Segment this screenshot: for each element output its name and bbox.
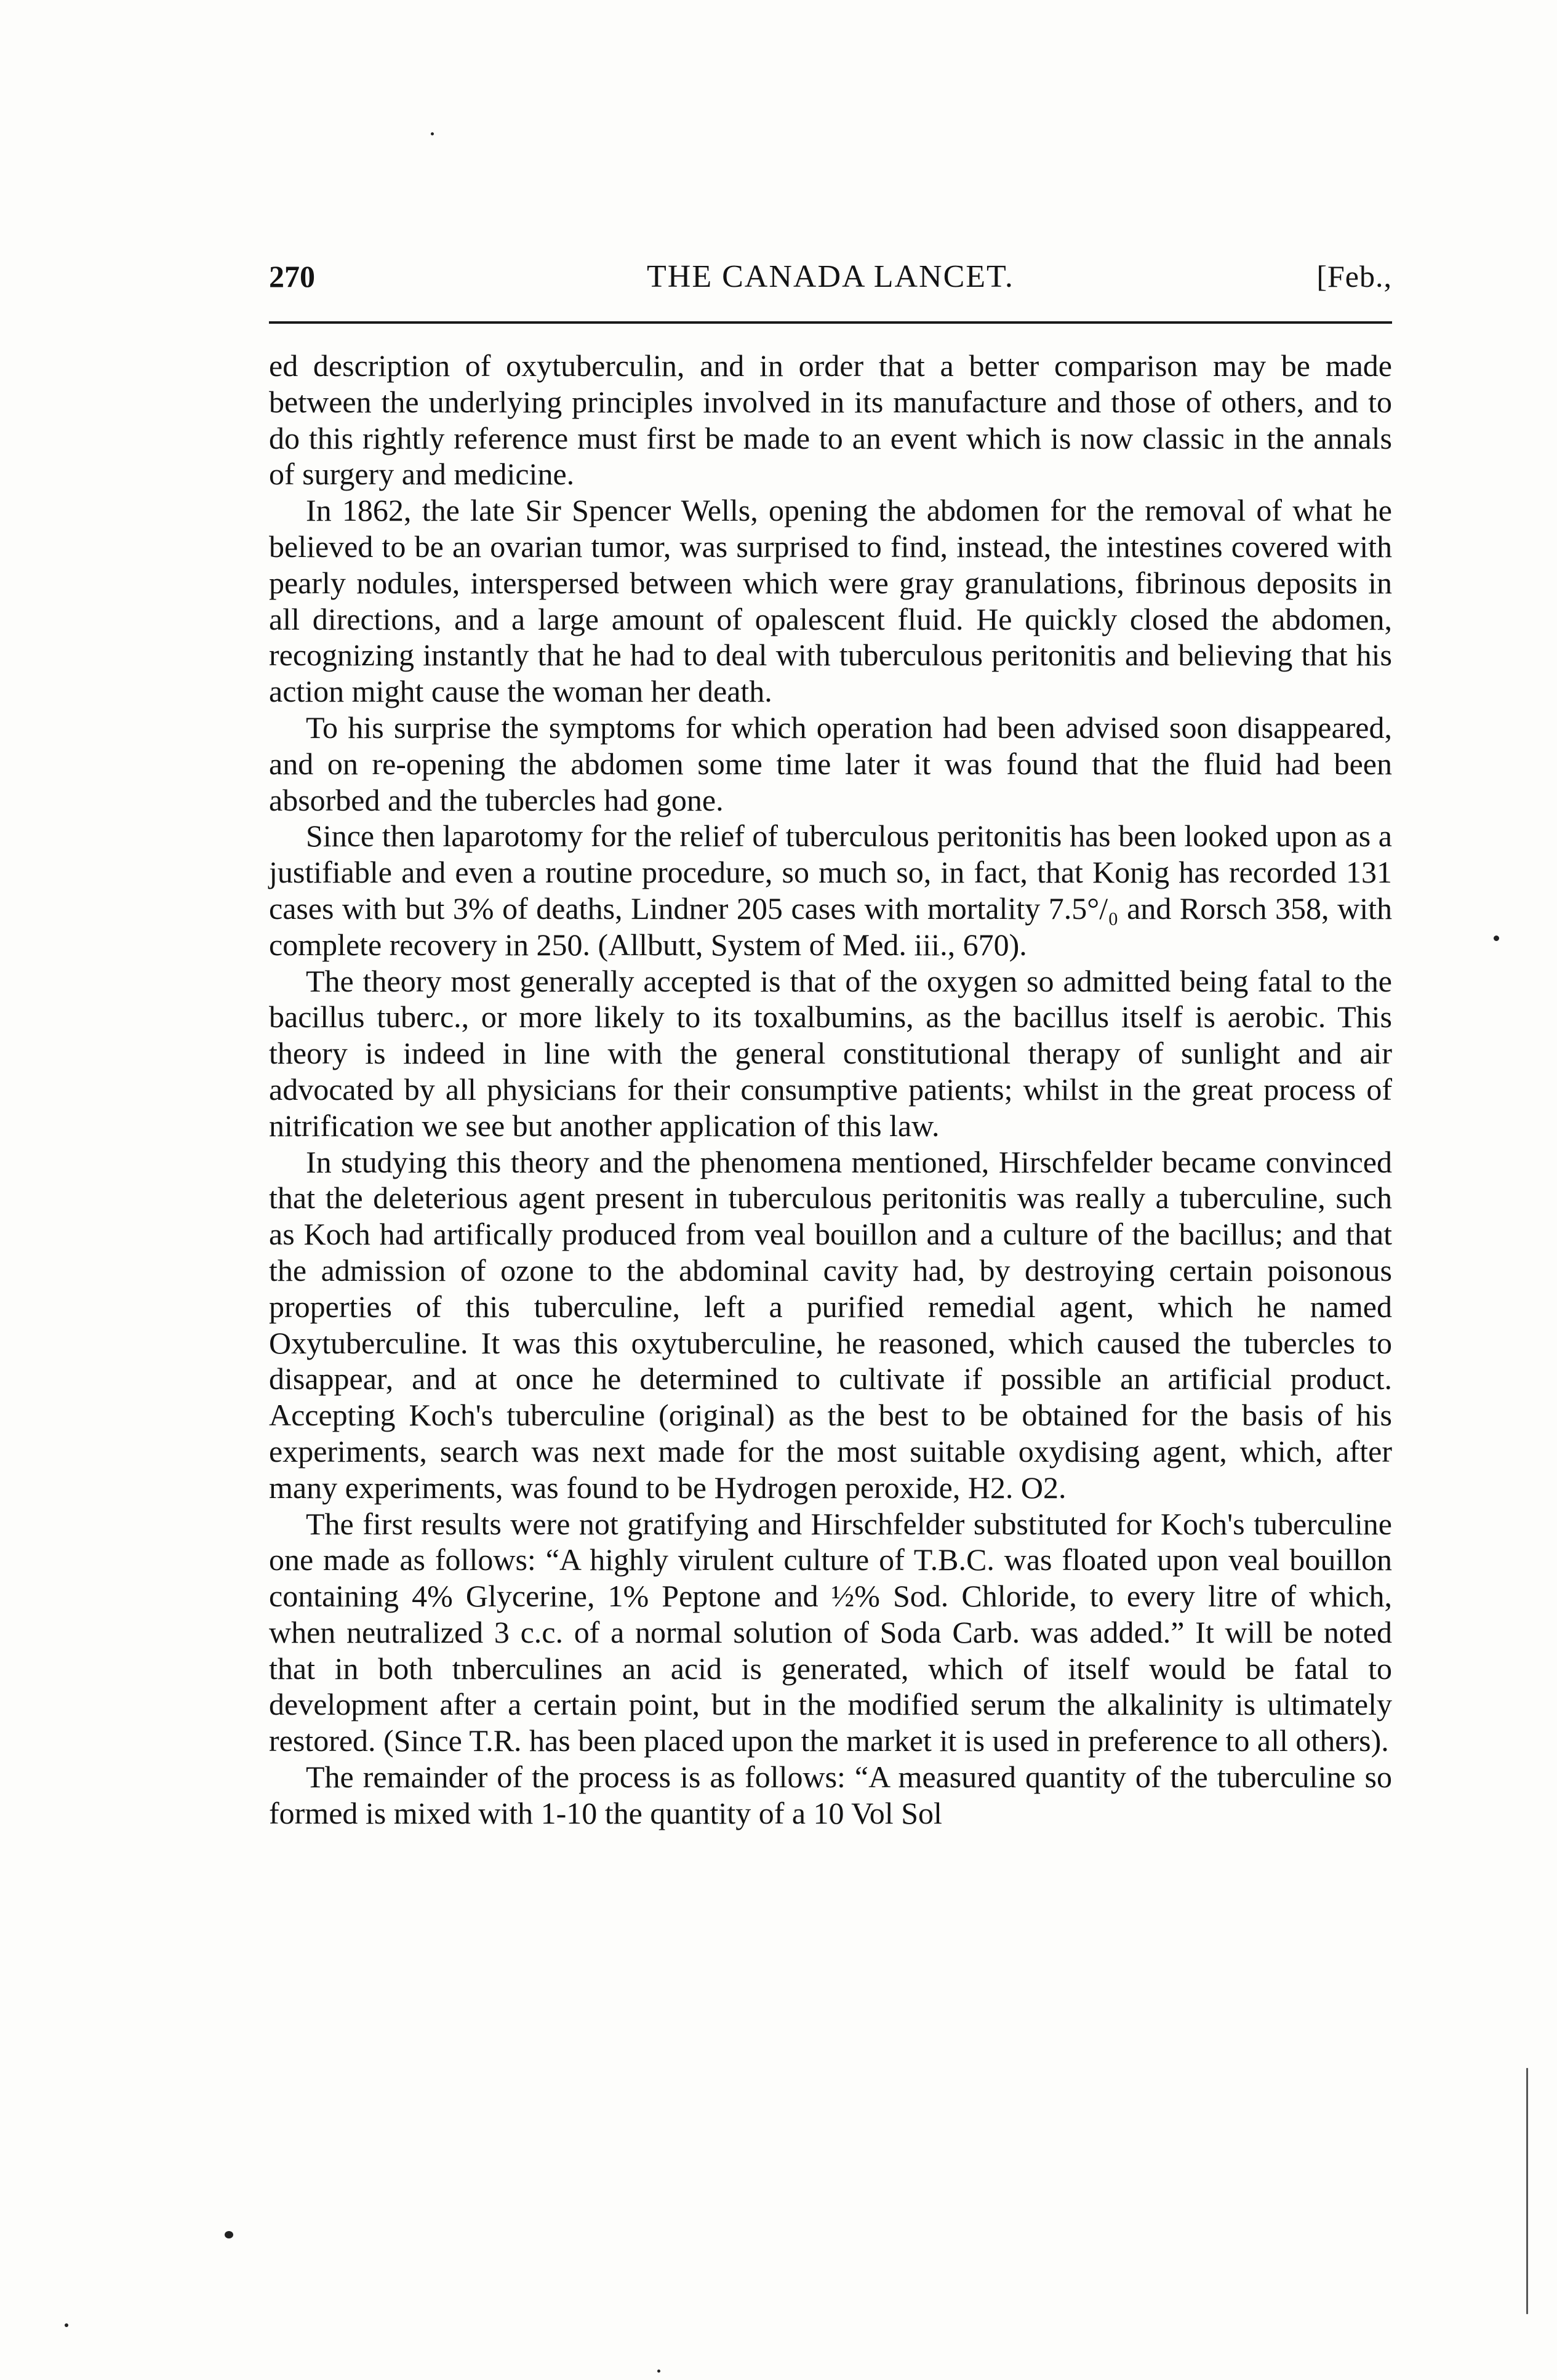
paragraph: The theory most generally accepted is that of the oxygen so admitted being fatal to the bacillus tuberc., or more likely to its toxalbumins, as the bacillus itself is aerobic. This theory is indeed in line with the general constitutional therapy of sunlight and air advocated by all physicians for their consumptive patients; whilst in the great process of nitrification we see but another application of this law. [269, 963, 1392, 1143]
header-rule [269, 321, 1392, 324]
scan-speck [1526, 2068, 1528, 2314]
scan-speck [657, 2370, 660, 2373]
paragraph: The remainder of the process is as follows: “A measured quantity of the tuberculine so formed is mixed with 1-10 the quantity of a 10 Vol Sol [269, 1760, 1392, 1830]
scan-speck [65, 2323, 68, 2327]
scan-speck [225, 2231, 233, 2238]
paragraph: ed description of oxytuberculin, and in order that a better comparison may be made between the underlying principles involved in its manufacture and those of others, and to do this rightly reference must first be made to an event which is now classic in the annals of surgery and medicine. [269, 348, 1392, 492]
paragraph: In 1862, the late Sir Spencer Wells, opening the abdomen for the removal of what he believed to be an ovarian tumor, was surprised to find, instead, the intestines covered with pearly nodules, interspersed between which were gray granulations, fibrinous deposits in all directions, and a large amount of opalescent fluid. He quickly closed the abdomen, recognizing instantly that he had to deal with tuberculous peritonitis and believing that his action might cause the woman her death. [269, 493, 1392, 709]
paragraph: In studying this theory and the phenomena mentioned, Hirschfelder became convinced that the deleterious agent present in tuberculous peritonitis was really a tuberculine, such as Koch had artifically produced from veal bouillon and a culture of the bacillus; and that the admission of ozone to the abdominal cavity had, by destroying certain poisonous properties of this tuberculine, left a purified remedial agent, which he named Oxytuberculine. It was this oxytuberculine, he reasoned, which caused the tubercles to disappear, and at once he determined to cultivate if possible an artificial product. Accepting Koch's tuberculine (original) as the best to be obtained for the basis of his experiments, search was next made for the most suitable oxydising agent, which, after many experiments, was found to be Hydrogen peroxide, H2. O2. [269, 1144, 1392, 1505]
running-header [269, 258, 1392, 314]
paragraph: To his surprise the symptoms for which operation had been advised soon disappeared, and on re-opening the abdomen some time later it was found that the fluid had been absorbed and the tubercles had gone. [269, 710, 1392, 817]
page-number: 270 [269, 259, 315, 294]
issue-label: [Feb., [1316, 259, 1392, 294]
scan-speck [1494, 936, 1499, 941]
scan-speck [431, 132, 434, 135]
paragraph: The first results were not gratifying and Hirschfelder substituted for Koch's tuberculine one made as follows: “A highly virulent culture of T.B.C. was floated upon veal bouillon containing 4% Glycerine, 1% Peptone and ½% Sod. Chloride, to every litre of which, when neutralized 3 c.c. of a normal solution of Soda Carb. was added.” It will be noted that in both tnberculines an acid is generated, which of itself would be fatal to development after a certain point, but in the modified serum the alkalinity is ultimately restored. (Since T.R. has been placed upon the market it is used in preference to all others). [269, 1506, 1392, 1758]
paragraph: Since then laparotomy for the relief of tuberculous peritonitis has been looked upon as a justifiable and even a routine procedure, so much so, in fact, that Konig has recorded 131 cases with but 3% of deaths, Lindner 205 cases with mortality 7.5°/₀ and Rorsch 358, with complete recovery in 250. (Allbutt, System of Med. iii., 670). [269, 819, 1392, 962]
journal-title: THE CANADA LANCET. [647, 259, 1014, 294]
article-body [269, 348, 1392, 1832]
